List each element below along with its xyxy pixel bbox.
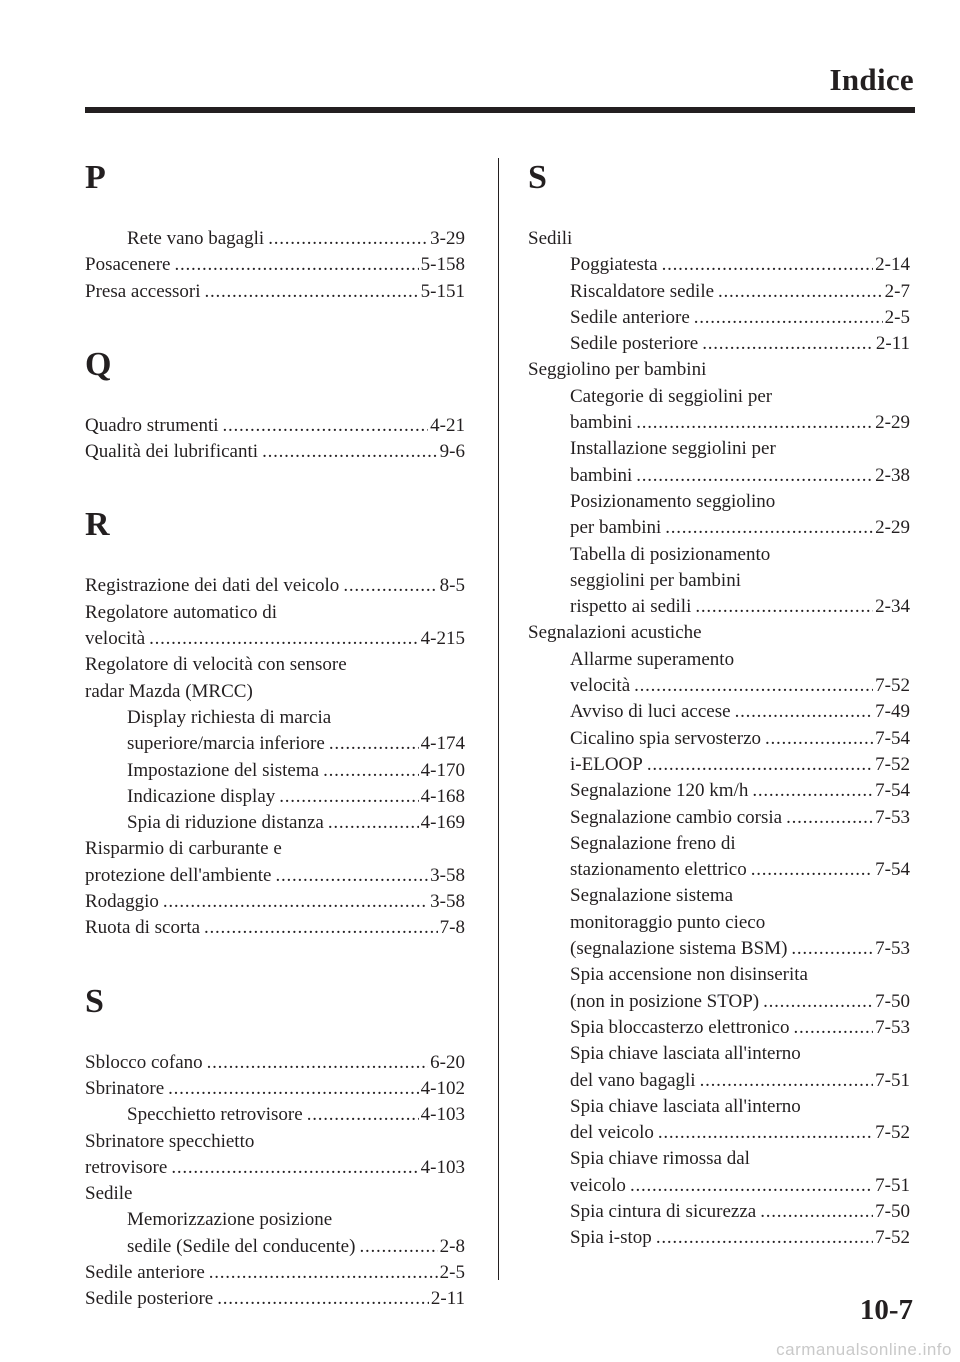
dot-leader — [343, 573, 437, 599]
entry-page: 4-168 — [420, 785, 465, 807]
dot-leader — [662, 252, 874, 278]
entry-label: Segnalazione 120 km/h — [570, 780, 749, 802]
dot-leader — [760, 1199, 873, 1225]
index-entry — [528, 1015, 910, 1041]
dot-leader — [329, 731, 419, 757]
index-entry — [85, 679, 465, 705]
entry-label: Spia bloccasterzo elettronico — [570, 1016, 790, 1038]
entry-page: 7-8 — [439, 917, 465, 939]
page-number: 10-7 — [859, 1294, 913, 1326]
entry-label: Sbrinatore specchietto — [85, 1130, 255, 1152]
entry-page: 4-174 — [420, 733, 465, 755]
index-entry — [528, 1120, 910, 1146]
entry-page: 7-54 — [875, 780, 910, 802]
header-rule — [85, 107, 915, 113]
entry-label: Sedile posteriore — [570, 333, 699, 355]
index-entry — [528, 805, 910, 831]
index-entry — [528, 568, 910, 594]
entry-label: Spia di riduzione distanza — [127, 812, 324, 834]
index-column-right — [528, 150, 910, 1252]
dot-leader — [751, 857, 873, 883]
entry-label: Spia accensione non disinserita — [570, 964, 808, 986]
dot-leader — [275, 863, 428, 889]
section-letter: P — [85, 159, 106, 196]
entry-page: 2-29 — [875, 412, 910, 434]
dot-leader — [793, 1015, 873, 1041]
index-entry — [528, 226, 910, 252]
entry-page: 7-53 — [875, 1016, 910, 1038]
entry-label: Qualità dei lubrificanti — [85, 441, 259, 463]
entry-page: 7-53 — [875, 938, 910, 960]
dot-leader — [791, 936, 873, 962]
index-entry — [528, 1068, 910, 1094]
entry-page: 8-5 — [439, 575, 465, 597]
entry-label: i-ELOOP — [570, 753, 643, 775]
entry-label: Specchietto retrovisore — [127, 1104, 303, 1126]
entry-label: retrovisore — [85, 1156, 168, 1178]
index-entry — [85, 226, 465, 252]
dot-leader — [207, 1050, 429, 1076]
entry-label: Segnalazioni acustiche — [528, 622, 702, 644]
dot-leader — [223, 413, 429, 439]
index-entry — [85, 1076, 465, 1102]
entry-label: Sbrinatore — [85, 1077, 165, 1099]
entry-page: 7-54 — [875, 859, 910, 881]
index-entry — [528, 962, 910, 988]
entry-label: Categorie di seggiolini per — [570, 385, 773, 407]
entry-label: Rodaggio — [85, 891, 159, 913]
entry-label: Display richiesta di marcia — [127, 706, 332, 728]
dot-leader — [763, 989, 873, 1015]
entry-label: Installazione seggiolini per — [570, 438, 776, 460]
entry-page: 7-52 — [875, 1122, 910, 1144]
index-entry — [528, 594, 910, 620]
index-entry — [528, 647, 910, 673]
index-entry — [528, 463, 910, 489]
entry-page: 2-14 — [875, 254, 910, 276]
index-entry — [85, 413, 465, 439]
entry-page: 7-50 — [875, 1200, 910, 1222]
index-entry — [85, 600, 465, 626]
dot-leader — [694, 305, 883, 331]
entry-page: 2-29 — [875, 517, 910, 539]
entry-page: 9-6 — [439, 441, 465, 463]
entry-label: Poggiatesta — [570, 254, 658, 276]
entry-page: 7-51 — [875, 1069, 910, 1091]
entry-label: sedile (Sedile del conducente) — [127, 1235, 356, 1257]
dot-leader — [658, 1120, 873, 1146]
index-entry — [85, 784, 465, 810]
index-entry — [528, 515, 910, 541]
index-entry — [528, 436, 910, 462]
dot-leader — [163, 889, 428, 915]
entry-page: 7-51 — [875, 1174, 910, 1196]
entry-label: Cicalino spia servosterzo — [570, 727, 762, 749]
dot-leader — [171, 1155, 418, 1181]
dot-leader — [630, 1173, 873, 1199]
index-entry — [85, 863, 465, 889]
index-entry — [528, 357, 910, 383]
dot-leader — [328, 810, 419, 836]
index-entry — [85, 573, 465, 599]
index-entry — [85, 1207, 465, 1233]
entry-page: 4-21 — [430, 414, 465, 436]
entry-page: 3-58 — [430, 864, 465, 886]
index-entry — [85, 652, 465, 678]
index-entry — [85, 279, 465, 305]
entry-page: 7-52 — [875, 1227, 910, 1249]
entry-page: 5-158 — [420, 254, 465, 276]
entry-label: Risparmio di carburante e — [85, 838, 282, 860]
entry-page: 6-20 — [430, 1051, 465, 1073]
entry-label: Segnalazione sistema — [570, 885, 734, 907]
entry-label: Spia chiave rimossa dal — [570, 1148, 750, 1170]
entry-label: velocità — [85, 628, 146, 650]
entry-label: Avviso di luci accese — [570, 701, 731, 723]
entry-page: 7-52 — [875, 675, 910, 697]
entry-label: Impostazione del sistema — [127, 759, 320, 781]
dot-leader — [209, 1260, 438, 1286]
entry-label: Sedile anteriore — [570, 306, 690, 328]
dot-leader — [279, 784, 418, 810]
dot-leader — [702, 331, 874, 357]
entry-label: velocità — [570, 675, 631, 697]
entry-page: 2-11 — [875, 333, 910, 355]
entry-label: Spia cintura di sicurezza — [570, 1200, 757, 1222]
index-entry — [528, 910, 910, 936]
index-entry — [85, 915, 465, 941]
entry-page: 2-38 — [875, 464, 910, 486]
index-entry — [528, 673, 910, 699]
entry-page: 2-7 — [884, 280, 910, 302]
dot-leader — [718, 279, 883, 305]
entry-label: Sedili — [528, 228, 573, 249]
section-letter: S — [85, 982, 104, 1020]
entry-label: del vano bagagli — [570, 1069, 696, 1091]
entry-label: (segnalazione sistema BSM) — [570, 938, 788, 960]
dot-leader — [149, 626, 419, 652]
section-letter: S — [528, 159, 547, 196]
index-entry — [528, 857, 910, 883]
dot-leader — [765, 726, 873, 752]
index-entry — [85, 758, 465, 784]
page-title: Indice — [829, 62, 914, 97]
index-entry — [528, 1094, 910, 1120]
index-entry — [85, 439, 465, 465]
entry-label: Memorizzazione posizione — [127, 1209, 333, 1231]
index-entry — [528, 1225, 910, 1251]
entry-label: Posizionamento seggiolino — [570, 490, 776, 512]
index-entry — [528, 726, 910, 752]
dot-leader — [307, 1102, 419, 1128]
dot-leader — [665, 515, 873, 541]
dot-leader — [656, 1225, 873, 1251]
entry-label: bambini — [570, 412, 633, 434]
dot-leader — [752, 778, 873, 804]
entry-page: 7-49 — [875, 701, 910, 723]
entry-label: rispetto ai sedili — [570, 596, 692, 618]
section-letter: R — [85, 506, 110, 544]
index-entry — [528, 279, 910, 305]
entry-label: Posacenere — [85, 254, 171, 276]
entry-label: Rete vano bagagli — [127, 228, 265, 249]
entry-page: 2-34 — [875, 596, 910, 618]
index-entry — [528, 384, 910, 410]
entry-label: (non in posizione STOP) — [570, 990, 760, 1012]
entry-page: 2-11 — [430, 1288, 465, 1310]
entry-label: Registrazione dei dati del veicolo — [85, 575, 340, 597]
entry-label: Segnalazione cambio corsia — [570, 806, 783, 828]
index-entry — [528, 305, 910, 331]
index-entry — [528, 883, 910, 909]
entry-page: 7-50 — [875, 990, 910, 1012]
dot-leader — [205, 279, 419, 305]
dot-leader — [359, 1234, 437, 1260]
entry-page: 3-58 — [430, 891, 465, 913]
entry-page: 4-215 — [420, 628, 465, 650]
index-entry — [85, 889, 465, 915]
index-entry — [528, 936, 910, 962]
entry-label: Spia chiave lasciata all'interno — [570, 1043, 801, 1065]
index-entry — [528, 752, 910, 778]
entry-page: 4-169 — [420, 812, 465, 834]
index-entry — [85, 1260, 465, 1286]
index-entry — [528, 778, 910, 804]
dot-leader — [700, 1068, 874, 1094]
dot-leader — [168, 1076, 419, 1102]
entry-page: 5-151 — [420, 280, 465, 302]
index-entry — [85, 705, 465, 731]
index-entry — [85, 1050, 465, 1076]
index-entry — [528, 542, 910, 568]
index-entry — [528, 252, 910, 278]
dot-leader — [647, 752, 873, 778]
entry-label: Segnalazione freno di — [570, 832, 736, 854]
index-entry — [528, 620, 910, 646]
entry-page: 7-52 — [875, 753, 910, 775]
entry-label: Tabella di posizionamento — [570, 543, 771, 565]
index-column-left — [85, 150, 465, 1313]
index-entry — [85, 1129, 465, 1155]
entry-label: Sedile anteriore — [85, 1262, 205, 1284]
entry-label: Allarme superamento — [570, 648, 735, 670]
dot-leader — [786, 805, 873, 831]
entry-label: monitoraggio punto cieco — [570, 911, 766, 933]
index-entry — [528, 831, 910, 857]
section-letter: Q — [85, 345, 112, 383]
index-entry — [528, 699, 910, 725]
entry-label: protezione dell'ambiente — [85, 864, 272, 886]
index-entry — [85, 810, 465, 836]
dot-leader — [217, 1286, 429, 1312]
entry-label: Spia i-stop — [570, 1227, 652, 1249]
dot-leader — [636, 410, 873, 436]
index-entry — [85, 1181, 465, 1207]
index-entry — [85, 1234, 465, 1260]
index-entry — [528, 1146, 910, 1172]
index-entry — [85, 1286, 465, 1312]
index-entry — [85, 1155, 465, 1181]
index-entry — [85, 1102, 465, 1128]
entry-label: stazionamento elettrico — [570, 859, 747, 881]
index-entry — [528, 1173, 910, 1199]
entry-label: radar Mazda (MRCC) — [85, 680, 253, 702]
dot-leader — [204, 915, 438, 941]
entry-page: 7-54 — [875, 727, 910, 749]
entry-label: Regolatore di velocità con sensore — [85, 654, 347, 676]
entry-page: 3-29 — [430, 228, 465, 249]
entry-label: seggiolini per bambini — [570, 569, 741, 591]
entry-page: 7-53 — [875, 806, 910, 828]
dot-leader — [268, 226, 428, 252]
entry-label: Riscaldatore sedile — [570, 280, 715, 302]
index-entry — [528, 410, 910, 436]
dot-leader — [735, 699, 874, 725]
entry-label: Indicazione display — [127, 785, 276, 807]
entry-page: 2-5 — [439, 1262, 465, 1284]
index-entry — [528, 331, 910, 357]
entry-label: superiore/marcia inferiore — [127, 733, 325, 755]
entry-label: Regolatore automatico di — [85, 601, 278, 623]
entry-label: Sedile posteriore — [85, 1288, 214, 1310]
entry-label: Seggiolino per bambini — [528, 359, 707, 381]
index-entry — [85, 252, 465, 278]
dot-leader — [262, 439, 438, 465]
index-entry — [528, 1199, 910, 1225]
index-entry — [85, 836, 465, 862]
entry-label: Sblocco cofano — [85, 1051, 203, 1073]
dot-leader — [636, 463, 873, 489]
entry-label: veicolo — [570, 1174, 626, 1196]
entry-page: 2-5 — [884, 306, 910, 328]
entry-label: del veicolo — [570, 1122, 654, 1144]
index-entry — [85, 626, 465, 652]
entry-label: Sedile — [85, 1183, 133, 1205]
entry-label: bambini — [570, 464, 633, 486]
entry-label: Ruota di scorta — [85, 917, 201, 939]
entry-page: 4-103 — [420, 1104, 465, 1126]
dot-leader — [695, 594, 873, 620]
entry-page: 4-170 — [420, 759, 465, 781]
index-entry — [85, 731, 465, 757]
index-entry — [528, 1041, 910, 1067]
index-entry — [528, 989, 910, 1015]
entry-label: per bambini — [570, 517, 662, 539]
column-divider — [498, 158, 499, 1280]
entry-label: Quadro strumenti — [85, 414, 219, 436]
entry-page: 2-8 — [439, 1235, 465, 1257]
entry-page: 4-102 — [420, 1077, 465, 1099]
entry-page: 4-103 — [420, 1156, 465, 1178]
dot-leader — [174, 252, 418, 278]
index-entry — [528, 489, 910, 515]
dot-leader — [634, 673, 873, 699]
watermark-text: carmanualsonline.info — [776, 1340, 952, 1359]
entry-label: Presa accessori — [85, 280, 201, 302]
entry-label: Spia chiave lasciata all'interno — [570, 1095, 801, 1117]
dot-leader — [323, 758, 419, 784]
